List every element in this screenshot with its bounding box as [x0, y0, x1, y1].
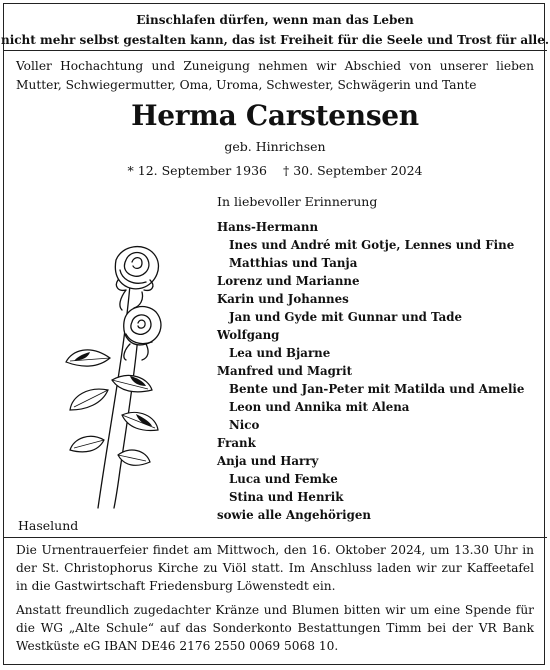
motto-line: Einschlafen dürfen, wenn man das Leben: [136, 13, 414, 27]
mourner-line: Lorenz und Marianne: [217, 274, 360, 288]
donation-text: Anstatt freundlich zugedachter Kränze und Blumen bitten wir um eine Spende für die WG „Alte Schule“ auf das Sonderkonto Bestattungen Timm bei der VR Bank Westküste eG IBAN DE46 2176 2550 0069 5068 10.: [16, 603, 534, 653]
mourner-line: Frank: [217, 436, 256, 450]
middle-divider: [3, 537, 547, 538]
mourner-list: [217, 218, 524, 524]
memory-line: In liebevoller Erinnerung: [217, 194, 378, 209]
intro-line: Mutter, Schwiegermutter, Oma, Uroma, Schwester, Schwägerin und Tante: [16, 78, 477, 92]
motto: [0, 10, 550, 50]
place-name: Haselund: [18, 518, 79, 533]
mourner-line: Nico: [229, 418, 260, 432]
mourner-line: Ines und André mit Gotje, Lennes und Fine: [229, 238, 515, 252]
top-divider: [3, 50, 547, 51]
mourner-line: Hans-Hermann: [217, 220, 319, 234]
mourner-line: Anja und Harry: [217, 454, 319, 468]
mourner-line: Matthias und Tanja: [229, 256, 358, 270]
intro-line: Voller Hochachtung und Zuneigung nehmen wir Abschied von unserer lieben: [16, 59, 534, 73]
mourner-line: Karin und Johannes: [217, 292, 349, 306]
birth-date: * 12. September 1936: [127, 163, 267, 178]
born-name: geb. Hinrichsen: [224, 139, 326, 154]
deceased-name: Herma Carstensen: [131, 99, 419, 132]
mourner-line: Jan und Gyde mit Gunnar und Tade: [229, 310, 463, 324]
mourner-line: Luca und Femke: [229, 472, 338, 486]
mourner-line: Lea und Bjarne: [229, 346, 331, 360]
rose-icon: [60, 240, 178, 510]
mourner-line: Leon und Annika mit Alena: [229, 400, 410, 414]
mourner-line: Stina und Henrik: [229, 490, 344, 504]
life-dates: [0, 162, 550, 180]
death-date: † 30. September 2024: [283, 163, 423, 178]
mourner-line: Bente und Jan-Peter mit Matilda und Amelie: [229, 382, 525, 396]
mourner-line: Wolfgang: [217, 328, 280, 342]
motto-line: nicht mehr selbst gestalten kann, das ist Freiheit für die Seele und Trost für alle.: [0, 33, 550, 47]
mourner-line: sowie alle Angehörigen: [217, 508, 371, 522]
ceremony-text: Die Urnentrauerfeier findet am Mittwoch, den 16. Oktober 2024, um 13.30 Uhr in der St. Christophorus Kirche zu Viöl statt. Im Anschluss laden wir zur Kaffeetafel in die Gastwirtschaft Friedensburg Löwenstedt ein.: [16, 543, 534, 593]
mourner-line: Manfred und Magrit: [217, 364, 353, 378]
intro-text: [16, 57, 534, 95]
